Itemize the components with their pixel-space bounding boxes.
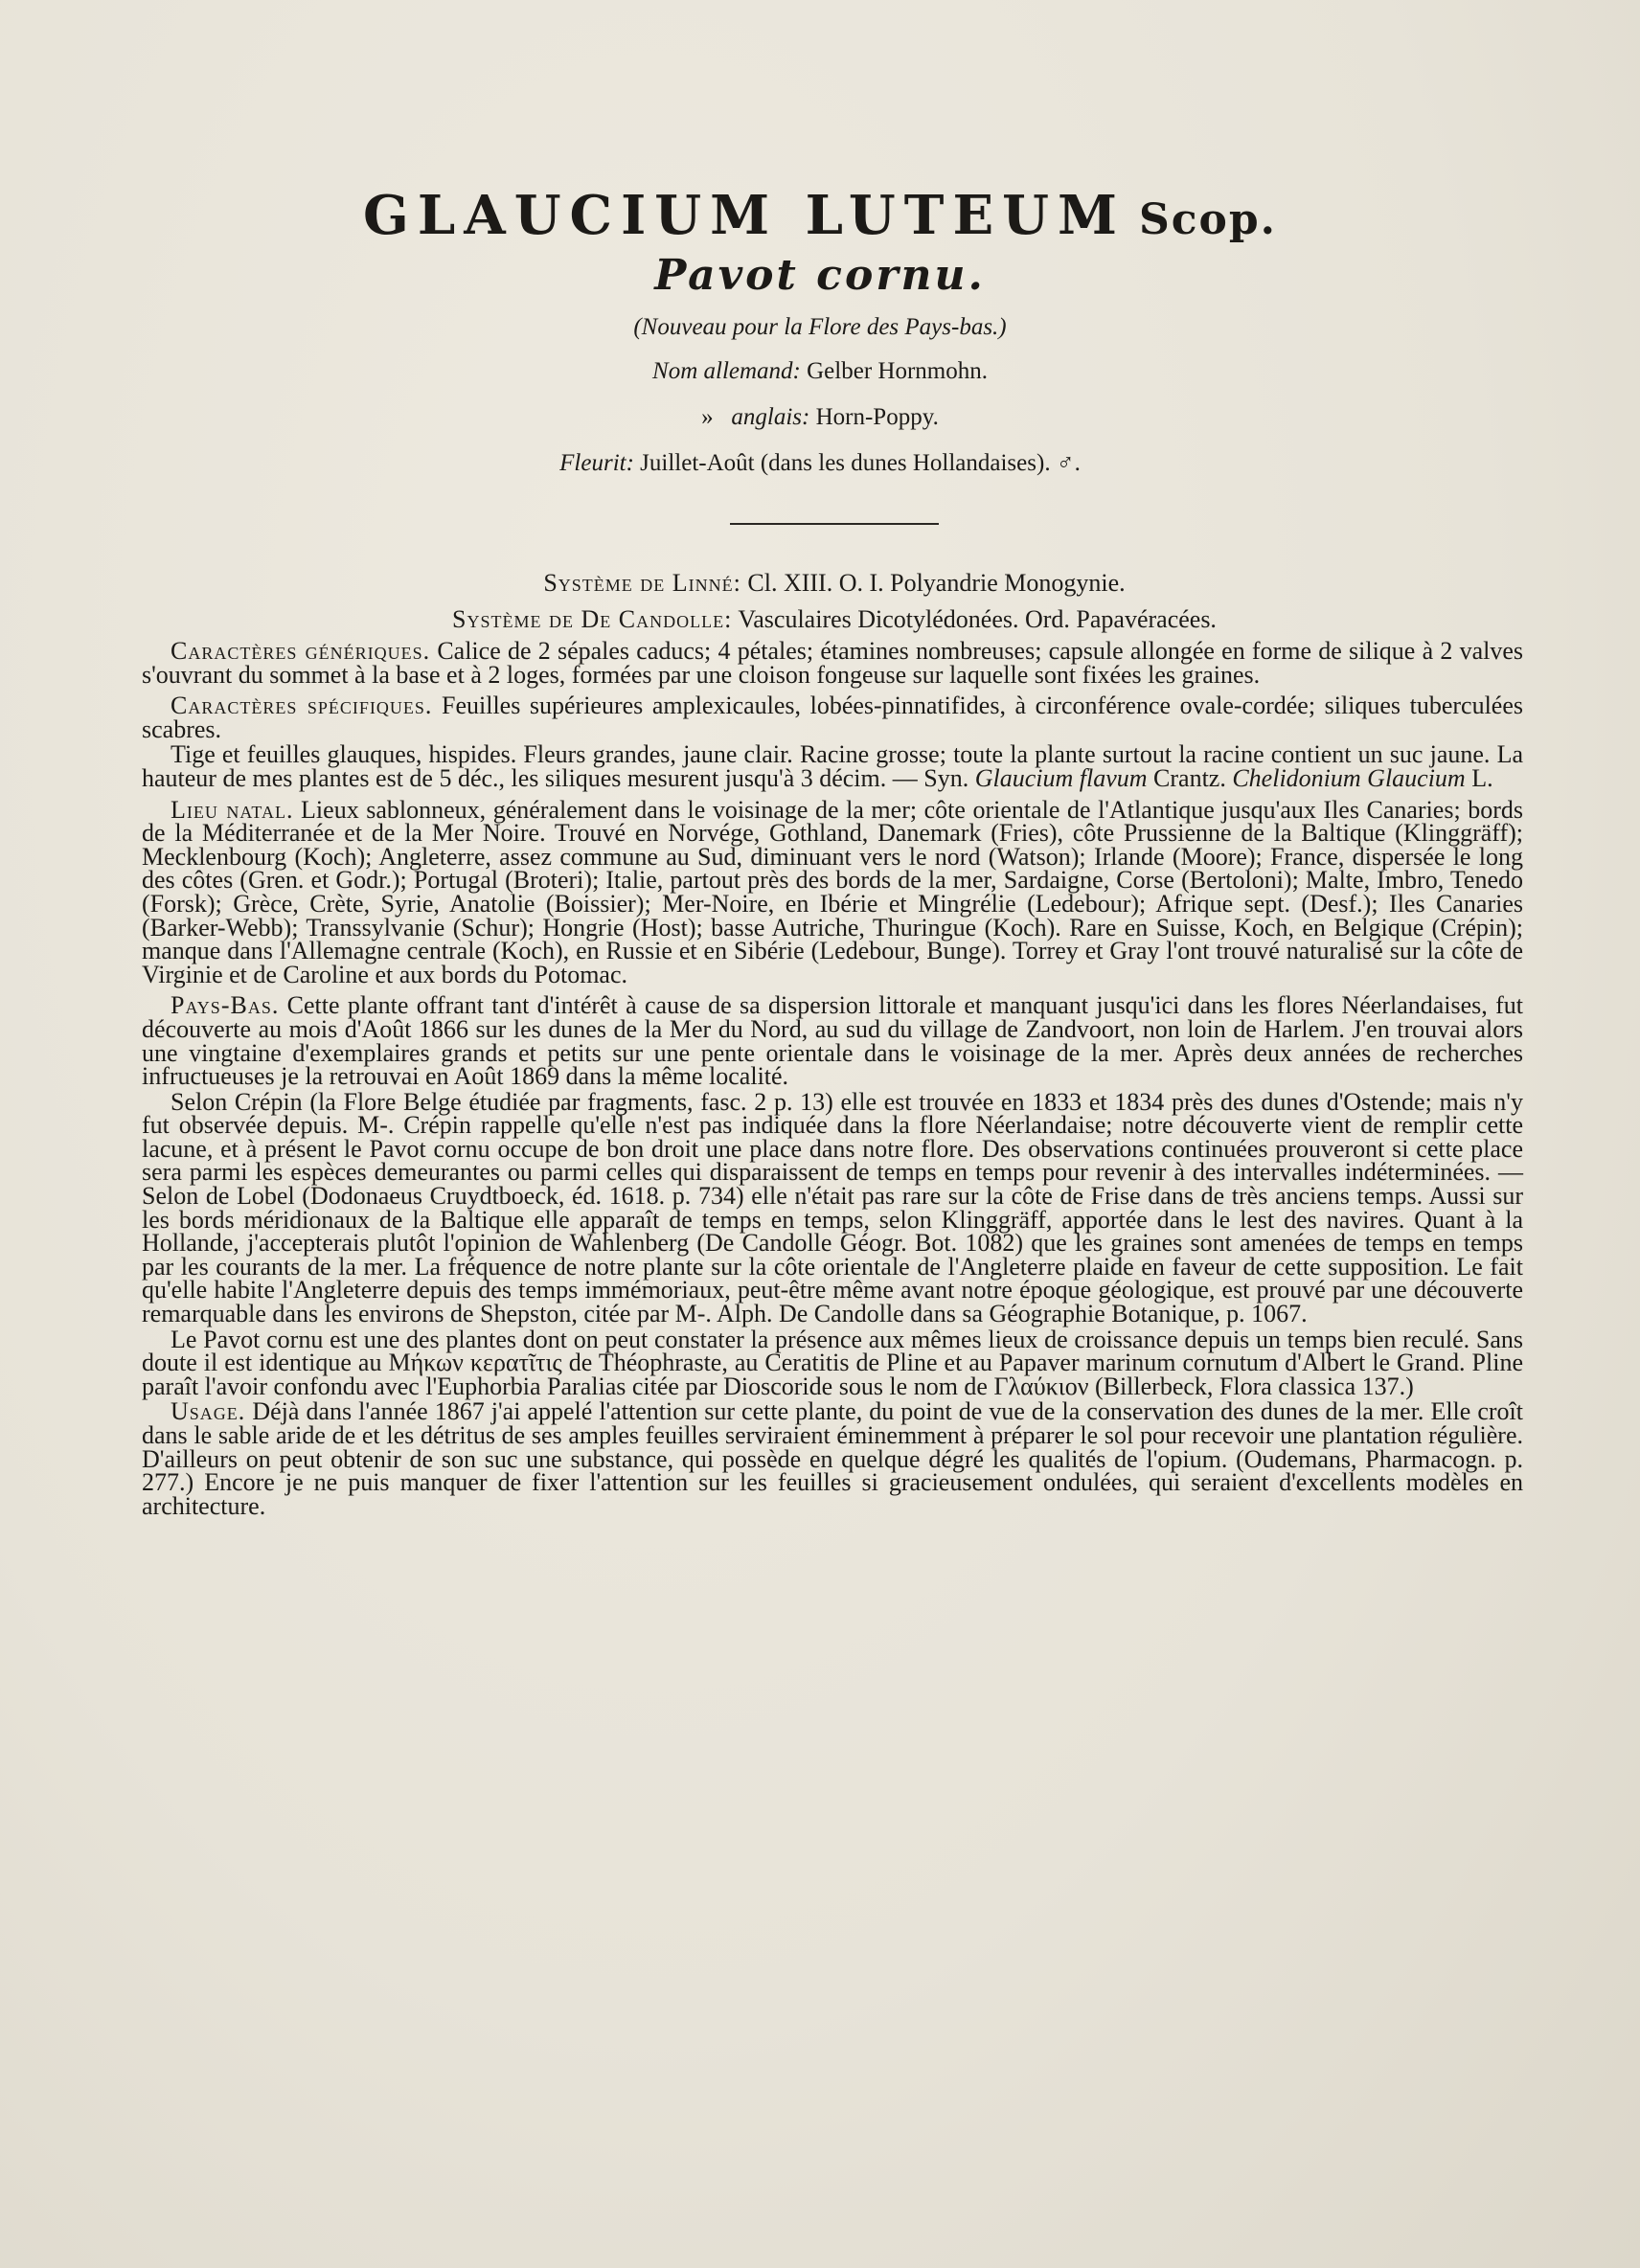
german-name-line <box>0 358 1640 385</box>
native-range-text: Lieux sablonneux, généralement dans le voisinage de la mer; côte orientale de l'Atlantique jusqu'aux Iles Canaries; bords de la Méditerranée et de la Mer Noire. Trouvé en Norvége, Gothland, Danemark (Fries), côte Prussienne de la Baltique (Klinggräff); Mecklenbourg (Koch); Angleterre, assez commune au Sud, diminuant vers le nord (Watson); Irlande (Moore); France, dispersée le long des côtes (Gren. et Godr.); Portugal (Broteri); Italie, partout près des bords de la mer, Sardaigne, Corse (Bertoloni); Malte, Imbro, Tenedo (Forsk); Grèce, Crète, Syrie, Anatolie (Boissier); Mer-Noire, en Ibérie et Mingrélie (Ledebour); Afrique sept. (Desf.); Iles Canaries (Barker-Webb); Transsylvanie (Schur); Hongrie (Host); basse Autriche, Thuringue (Koch). Rare en Suisse, Koch, en Belgique (Crépin); manque dans l'Allemagne centrale (Koch), en Russie et en Sibérie (Ledebour, Bunge). Torrey et Gray l'ont trouvé naturalisé sur la côte de Virginie et de Caroline et aux bords du Potomac. <box>142 795 1524 988</box>
linne-system-line <box>0 569 1640 598</box>
nouveau-note <box>0 314 1640 341</box>
candolle-value: Vasculaires Dicotylédonées. Ord. Papavéracées. <box>738 605 1217 633</box>
netherlands-paragraph <box>142 991 1523 1091</box>
english-name-line <box>0 404 1640 431</box>
flowering-value: Juillet-Août (dans les dunes Hollandaises). ♂. <box>640 450 1081 476</box>
netherlands-heading: Pays-Bas. <box>171 991 280 1020</box>
english-name-label: anglais: <box>731 404 810 430</box>
german-name-value: Gelber Hornmohn. <box>807 358 988 384</box>
stem-text: Tige et feuilles glauques, hispides. Fleurs grandes, jaune clair. Racine grosse; toute la plante surtout la racine contient un suc jaune. La hauteur de mes plantes est de 5 déc., les siliques mesurent jusqu'à 3 décim. — Syn. <box>142 740 1523 792</box>
native-range-paragraph <box>142 795 1524 988</box>
species-name: GLAUCIUM LUTEUM <box>363 184 1126 247</box>
generic-characters-heading: Caractères génériques. <box>171 637 431 665</box>
species-author: Scop. <box>1138 195 1277 244</box>
crepin-paragraph <box>142 1087 1523 1328</box>
specific-characters-paragraph <box>142 694 1523 741</box>
generic-characters-paragraph <box>142 637 1523 689</box>
usage-paragraph <box>142 1397 1523 1520</box>
german-name-label: Nom allemand: <box>652 358 801 384</box>
linne-value: Cl. XIII. O. I. Polyandrie Monogynie. <box>747 569 1126 597</box>
generic-characters-text: Calice de 2 sépales caducs; 4 pétales; étamines nombreuses; capsule allongée en forme de silique à 2 valves s'ouvrant du sommet à la base et à 2 loges, formées par une cloison fongeuse sur laquelle sont fixées les graines. <box>142 637 1523 689</box>
netherlands-text: Cette plante offrant tant d'intérêt à cause de sa dispersion littorale et manquant jusqu'ici dans les flores Néerlandaises, fut découverte au mois d'Août 1866 sur les dunes de la Mer du Nord, au sud du village de Zandvoort, non loin de Harlem. J'en trouvai alors une vingtaine d'exemplaires grands et petits sur une pente orientale dans le voisinage de la mer. Après deux années de recherches infructueuses je la retrouvai en Août 1869 dans la même localité. <box>142 991 1523 1091</box>
pavot-history-text: Le Pavot cornu est une des plantes dont on peut constater la présence aux mêmes lieux de croissance depuis un temps bien reculé. Sans doute il est identique au Μήκων κερατῖτις de Théophraste, au Ceratitis de Pline et au Papaver marinum cornutum d'Albert le Grand. Pline paraît l'avoir confondu avec l'Euphorbia Paralias citée par Dioscoride sous le nom de Γλαύκιον (Billerbeck, Flora classica 137.) <box>142 1325 1523 1400</box>
specific-characters-heading: Caractères spécifiques. <box>171 692 433 720</box>
divider-rule <box>730 523 939 525</box>
synonym-2-author: L. <box>1471 763 1493 792</box>
page-title <box>0 184 1640 247</box>
candolle-system-line <box>0 605 1640 634</box>
body-text <box>142 637 1524 1526</box>
native-range-heading: Lieu natal. <box>171 795 294 824</box>
stem-paragraph <box>142 740 1523 792</box>
pavot-history-paragraph <box>142 1325 1523 1400</box>
flowering-label: Fleurit: <box>559 450 634 476</box>
flowering-line <box>0 450 1640 477</box>
synonym-1-author: Crantz. <box>1153 763 1226 792</box>
candolle-label: Système de De Candolle: <box>452 605 733 633</box>
usage-heading: Usage. <box>171 1397 246 1426</box>
usage-text: Déjà dans l'année 1867 j'ai appelé l'attention sur cette plante, du point de vue de la conservation des dunes de la mer. Elle croît dans le sable aride de et les détritus de ses amples feuilles serviraient éminemment à préparer le sol pour recevoir une plantation régulière. D'ailleurs on peut obtenir de son suc une substance, qui possède en quelque dégré les qualités de l'opium. (Oudemans, Pharmacogn. p. 277.) Encore je ne puis manquer de fixer l'attention sur les feuilles si gracieusement ondulées, qui seraient d'excellents modèles en architecture. <box>142 1397 1523 1520</box>
crepin-text: Selon Crépin (la Flore Belge étudiée par fragments, fasc. 2 p. 13) elle est trouvée en 1833 et 1834 près des dunes d'Ostende; mais n'y fut observée depuis. M-. Crépin rappelle qu'elle n'est pas indiquée dans la flore Néerlandaise; notre découverte vient de remplir cette lacune, et à présent le Pavot cornu occupe de bon droit une place dans notre flore. Des observations continuées prouveront si cette place sera parmi les espèces demeurantes ou parmi celles qui disparaissent de temps en temps pour revenir à des intervalles indéterminées. — Selon de Lobel (Dodonaeus Cruydtboeck, éd. 1618. p. 734) elle n'était pas rare sur la côte de Frise dans de très anciens temps. Aussi sur les bords méridionaux de la Baltique elle apparaît de temps en temps, selon Klinggräff, apportée dans le lest des navires. Quant à la Hollande, j'accepterais plutôt l'opinion de Wahlenberg (De Candolle Géogr. Bot. 1082) que les graines sont amenées de temps en temps par les courants de la mer. La fréquence de notre plante sur la côte orientale de l'Angleterre plaide en faveur de cette supposition. Le fait qu'elle habite l'Angleterre depuis des temps immémoriaux, peut-être même avant notre époque géologique, est prouvé par une découverte remarquable dans les environs de Shepston, citée par M-. Alph. De Candolle dans sa Géographie Botanique, p. 1067. <box>142 1087 1523 1328</box>
ditto-mark: » <box>701 404 714 430</box>
nouveau-text: (Nouveau pour la Flore des Pays-bas.) <box>633 314 1007 340</box>
english-name-value: Horn-Poppy. <box>815 404 939 430</box>
synonym-1: Glaucium flavum <box>974 763 1148 792</box>
linne-label: Système de Linné: <box>543 569 741 597</box>
specific-characters-text: Feuilles supérieures amplexicaules, lobées-pinnatifides, à circonférence ovale-cordée; siliques tuberculées scabres. <box>142 692 1523 743</box>
synonym-2: Chelidonium Glaucium <box>1232 763 1466 792</box>
common-name: Pavot cornu. <box>654 251 986 300</box>
